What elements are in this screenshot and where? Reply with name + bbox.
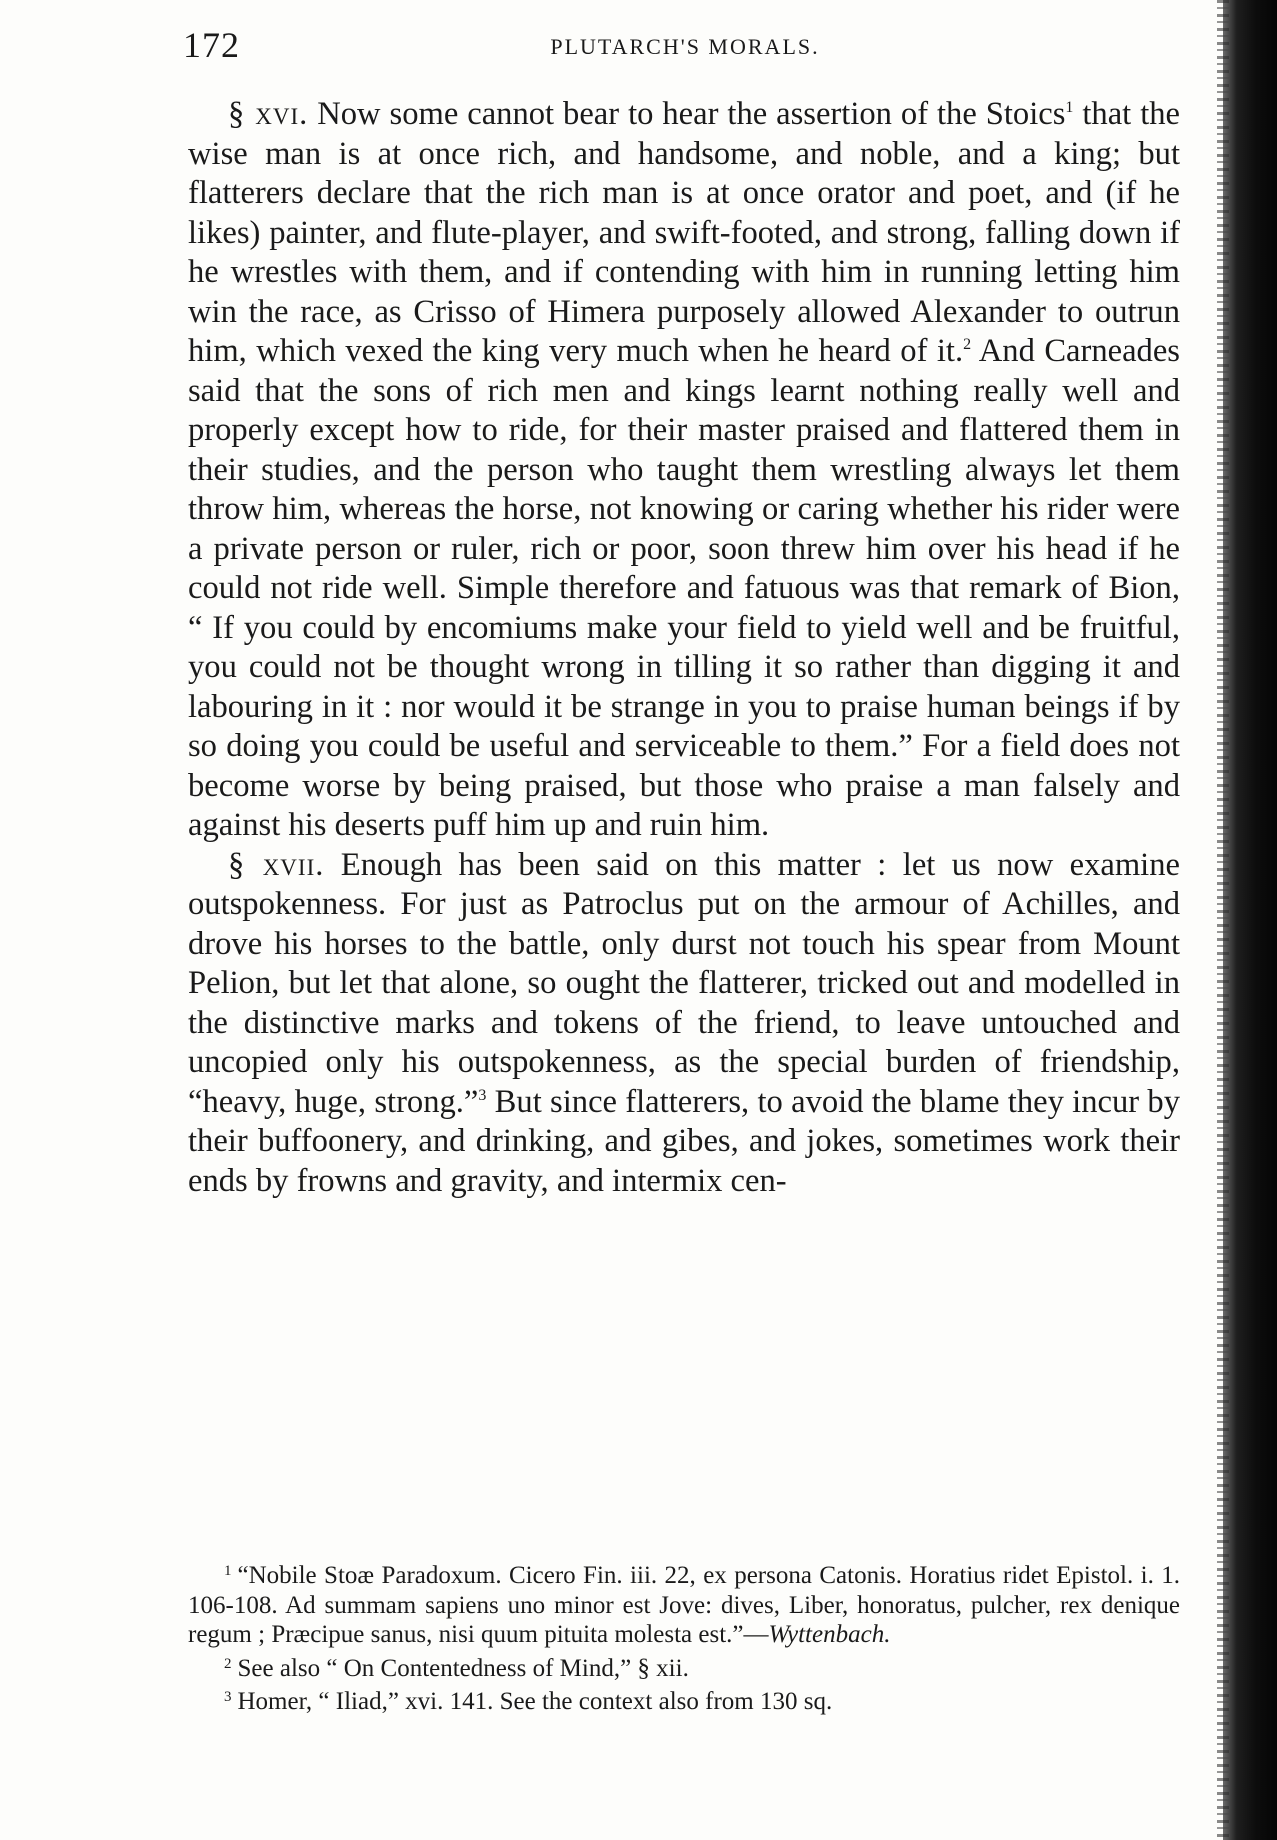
footnote-2 [188, 1650, 1180, 1684]
footnotes [188, 1557, 1180, 1717]
running-head: PLUTARCH'S MORALS. [550, 34, 820, 59]
footnote-author: Wyttenbach. [768, 1621, 891, 1648]
footnote-text: Homer, “ Iliad,” xvi. 141. See the context also from 130 sq. [237, 1688, 833, 1715]
footnote-mark: 1 [224, 1563, 232, 1579]
footnote-text: See also “ On Contentedness of Mind,” § xii. [237, 1654, 689, 1682]
paragraph-text: And Carneades said that the sons of rich men and kings learnt nothing really well and properly except how to ride, for their master praised and flattered them in their studies, and the person who taught them wrestling always let them throw him, whereas the horse, not knowing or caring whether his rider were a private person or ruler, rich or poor, soon threw him over his head if he could not ride well. Simple therefore and fatuous was that remark of Bion, “ If you could by encomiums make your field to yield well and be fruitful, you could not be thought wrong in tilling it so rather than digging it and labouring in it : nor would it be strange in you to praise human beings if by so doing you could be useful and serviceable to them.” For a field does not become worse by being praised, but those who praise a man falsely and against his deserts puff him up and ruin him. [188, 333, 1180, 843]
paragraph-text: But since flatterers, to avoid the blame they incur by their buffoonery, and drinking, and gibes, and jokes, sometimes work their ends by frowns and gravity, and intermix cen- [188, 1083, 1180, 1199]
paragraph-section-17 [188, 846, 1180, 1202]
paragraph-text: that the wise man is at once rich, and handsome, and noble, and a king; but flatterers declare that the rich man is at once orator and poet, and (if he likes) painter, and flute-player, and swift-footed, and strong, falling down if he wrestles with them, and if contending with him in running letting him win the race, as Crisso of Himera purposely allowed Alexander to outrun him, which vexed the king very much when he heard of it. [188, 96, 1180, 369]
page-header [183, 24, 1187, 74]
footnote-mark: 2 [224, 1655, 232, 1672]
footnote-text: “Nobile Stoæ Paradoxum. Cicero Fin. iii. 22, ex persona Catonis. Horatius ridet Epistol. i. 1. 106-108. Ad summam sapiens uno minor est Jove: dives, Liber, honoratus, pulcher, rex denique regum ; Præcipue sanus, nisi quum pituita molesta est.”— [188, 1562, 1180, 1648]
page-number: 172 [183, 25, 240, 65]
footnote-3 [188, 1683, 1180, 1717]
section-marker: § xvii. [228, 846, 325, 883]
footnote-ref: 2 [963, 336, 972, 353]
scan-edge-noise [1217, 0, 1229, 1840]
footnote-ref: 3 [478, 1086, 487, 1104]
footnote-mark: 3 [224, 1689, 232, 1705]
paragraph-text: Enough has been said on this matter : let us now examine outspokenness. For just as Patroclus put on the armour of Achilles, and drove his horses to the battle, only durst not touch his spear from Mount Pelion, but let that alone, so ought the flatterer, tricked out and modelled in the distinctive marks and tokens of the friend, to leave untouched and uncopied only his outspokenness, as the special burden of friendship, “heavy, huge, strong.” [188, 846, 1180, 1120]
paragraph-text: Now some cannot bear to hear the assertion of the Stoics [308, 96, 1066, 132]
footnote-ref: 1 [1065, 99, 1074, 116]
section-marker: § xvi. [228, 96, 309, 132]
scan-edge-shadow [1223, 0, 1277, 1840]
body-text [188, 95, 1180, 1201]
footnote-1 [188, 1557, 1180, 1650]
paragraph-section-16 [188, 95, 1180, 846]
